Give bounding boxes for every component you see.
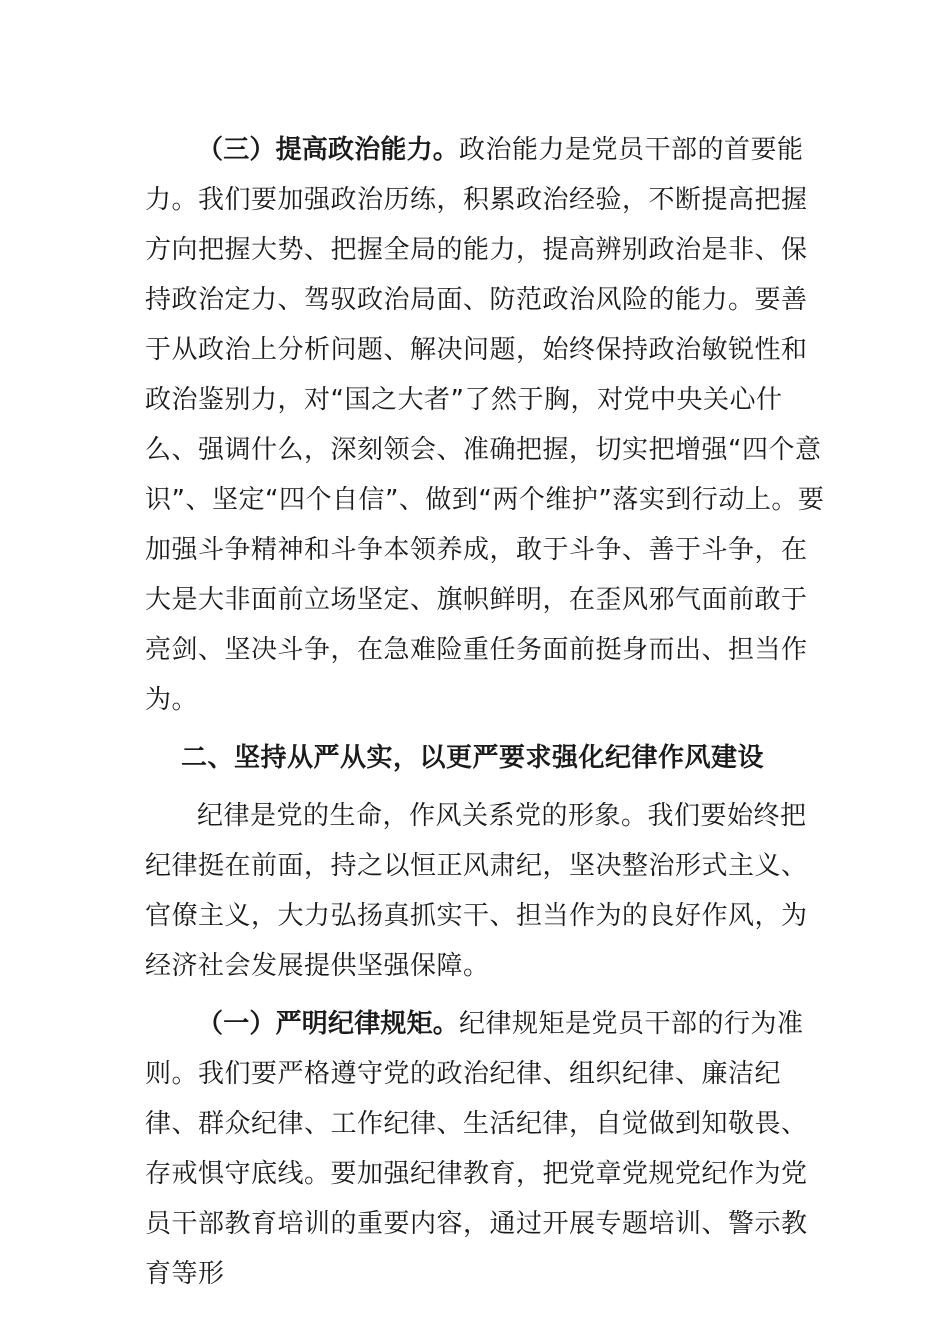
paragraph-discipline-rules: [145, 999, 825, 1299]
paragraph-political-ability: [145, 125, 825, 725]
paragraph-discipline-intro: [145, 791, 825, 991]
paragraph-body: 政治能力是党员干部的首要能力。我们要加强政治历练，积累政治经验，不断提高把握方向把握大势、把握全局的能力，提高辨别政治是非、保持政治定力、驾驭政治局面、防范政治风险的能力。要善于从政治上分析问题、解决问题，始终保持政治敏锐性和政治鉴别力，对“国之大者”了然于胸，对党中央关心什么、强调什么，深刻领会、准确把握，切实把增强“四个意识”、坚定“四个自信”、做到“两个维护”落实到行动上。要加强斗争精神和斗争本领养成，敢于斗争、善于斗争，在大是大非面前立场坚定、旗帜鲜明，在歪风邪气面前敢于亮剑、坚决斗争，在急难险重任务面前挺身而出、担当作为。: [145, 135, 825, 715]
paragraph-body: 纪律是党的生命，作风关系党的形象。我们要始终把纪律挺在前面，持之以恒正风肃纪，坚决整治形式主义、官僚主义，大力弘扬真抓实干、担当作为的良好作风，为经济社会发展提供坚强保障。: [145, 801, 808, 981]
document-page: [145, 125, 825, 1299]
paragraph-lead: （三）提高政治能力。: [197, 135, 460, 165]
paragraph-body: 纪律规矩是党员干部的行为准则。我们要严格遵守党的政治纪律、组织纪律、廉洁纪律、群众纪律、工作纪律、生活纪律，自觉做到知敬畏、存戒惧守底线。要加强纪律教育，把党章党规党纪作为党员干部教育培训的重要内容，通过开展专题培训、警示教育等形: [145, 1009, 808, 1289]
section-heading: 二、坚持从严从实，以更严要求强化纪律作风建设: [181, 743, 765, 773]
paragraph-lead: （一）严明纪律规矩。: [197, 1009, 460, 1039]
